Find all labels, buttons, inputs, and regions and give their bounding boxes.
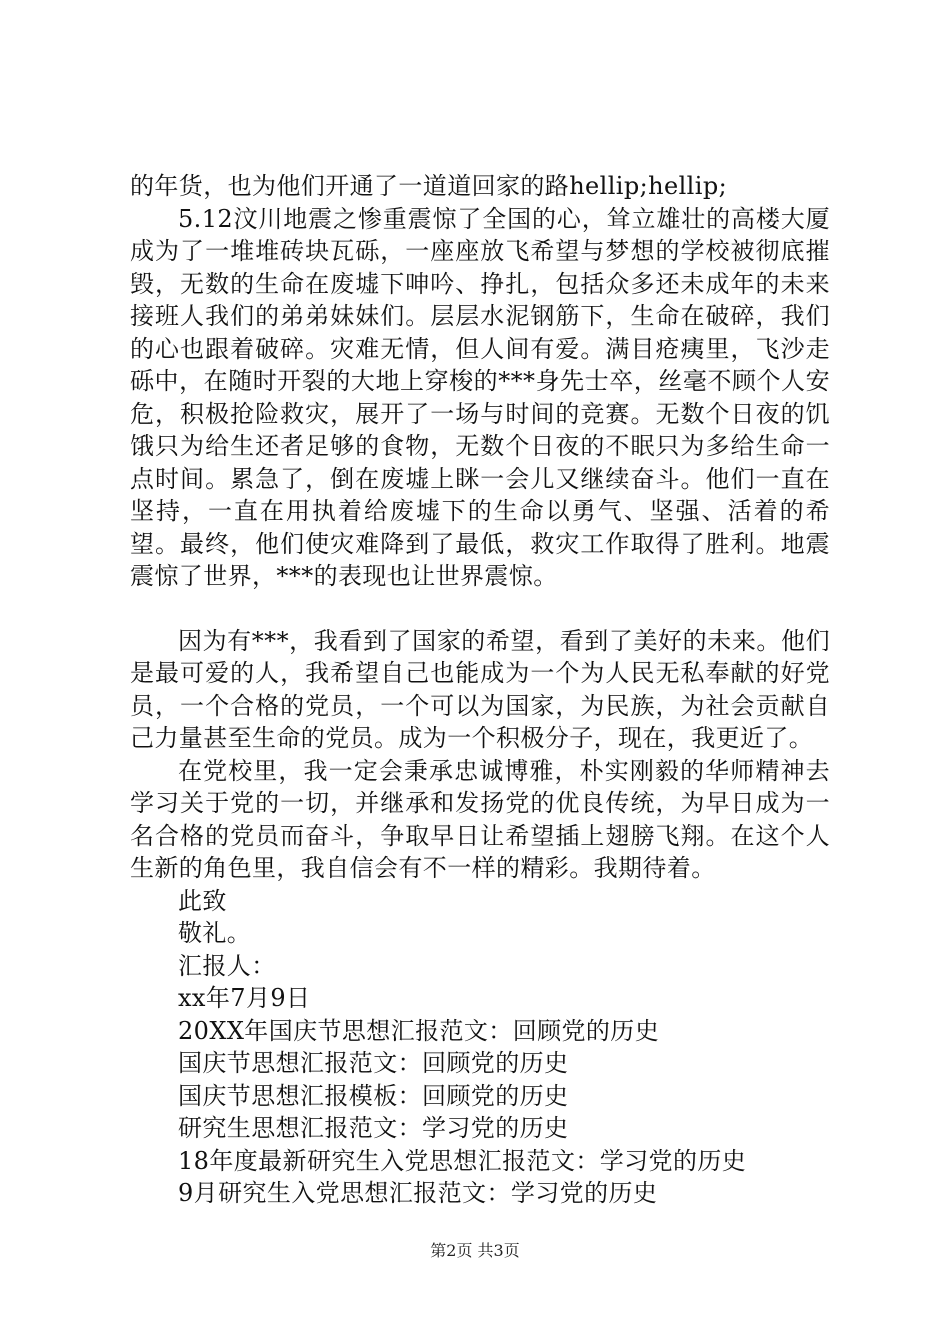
paragraph-continuation: 的年货，也为他们开通了一道道回家的路hellip;hellip; — [130, 172, 728, 200]
paragraph-party-school: 在党校里，我一定会秉承忠诚博雅，朴实刚毅的华师精神去学习关于党的一切，并继承和发扬党的优良传统，为早日成为一名合格的党员而奋斗，争取早日让希望插上翅膀飞翔。在这个人生新的角色里，我自信会有不一样的精彩。我期待着。 — [130, 756, 830, 882]
closing-date: xx年7月9日 — [178, 984, 311, 1012]
paragraph-hope: 因为有***，我看到了国家的希望，看到了美好的未来。他们是最可爱的人，我希望自己也能成为一个为人民无私奉献的好党员，一个合格的党员，一个可以为国家，为民族，为社会贡献自己力量甚至生命的党员。成为一个积极分子，现在，我更近了。 — [130, 626, 830, 752]
related-title: 20XX年国庆节思想汇报范文：回顾党的历史 — [178, 1016, 660, 1045]
closing-regards: 敬礼。 — [178, 919, 252, 947]
document-body — [130, 170, 830, 1210]
paragraph-earthquake: 5.12汶川地震之惨重震惊了全国的心，耸立雄壮的高楼大厦成为了一堆堆砖块瓦砾，一座座放飞希望与梦想的学校被彻底摧毁，无数的生命在废墟下呻吟、挣扎，包括众多还未成年的未来接班人我们的弟弟妹妹们。层层水泥钢筋下，生命在破碎，我们的心也跟着破碎。灾难无情，但人间有爱。满目疮痍里，飞沙走砾中，在随时开裂的大地上穿梭的***身先士卒，丝毫不顾个人安危，积极抢险救灾，展开了一场与时间的竞赛。无数个日夜的饥饿只为给生还者足够的食物，无数个日夜的不眠只为多给生命一点时间。累急了，倒在废墟上眯一会儿又继续奋斗。他们一直在坚持，一直在用执着给废墟下的生命以勇气、坚强、活着的希望。最终，他们使灾难降到了最低，救灾工作取得了胜利。地震震惊了世界，***的表现也让世界震惊。 — [130, 204, 830, 590]
related-title: 国庆节思想汇报范文：回顾党的历史 — [178, 1049, 569, 1077]
related-title: 9月研究生入党思想汇报范文：学习党的历史 — [178, 1179, 658, 1207]
page-number: 第2页 共3页 — [430, 1241, 520, 1260]
closing-salutation: 此致 — [178, 886, 227, 915]
related-title: 18年度最新研究生入党思想汇报范文：学习党的历史 — [178, 1146, 747, 1175]
related-title: 研究生思想汇报范文：学习党的历史 — [178, 1114, 569, 1142]
related-title: 国庆节思想汇报模板：回顾党的历史 — [178, 1081, 569, 1110]
closing-reporter: 汇报人： — [178, 951, 276, 980]
